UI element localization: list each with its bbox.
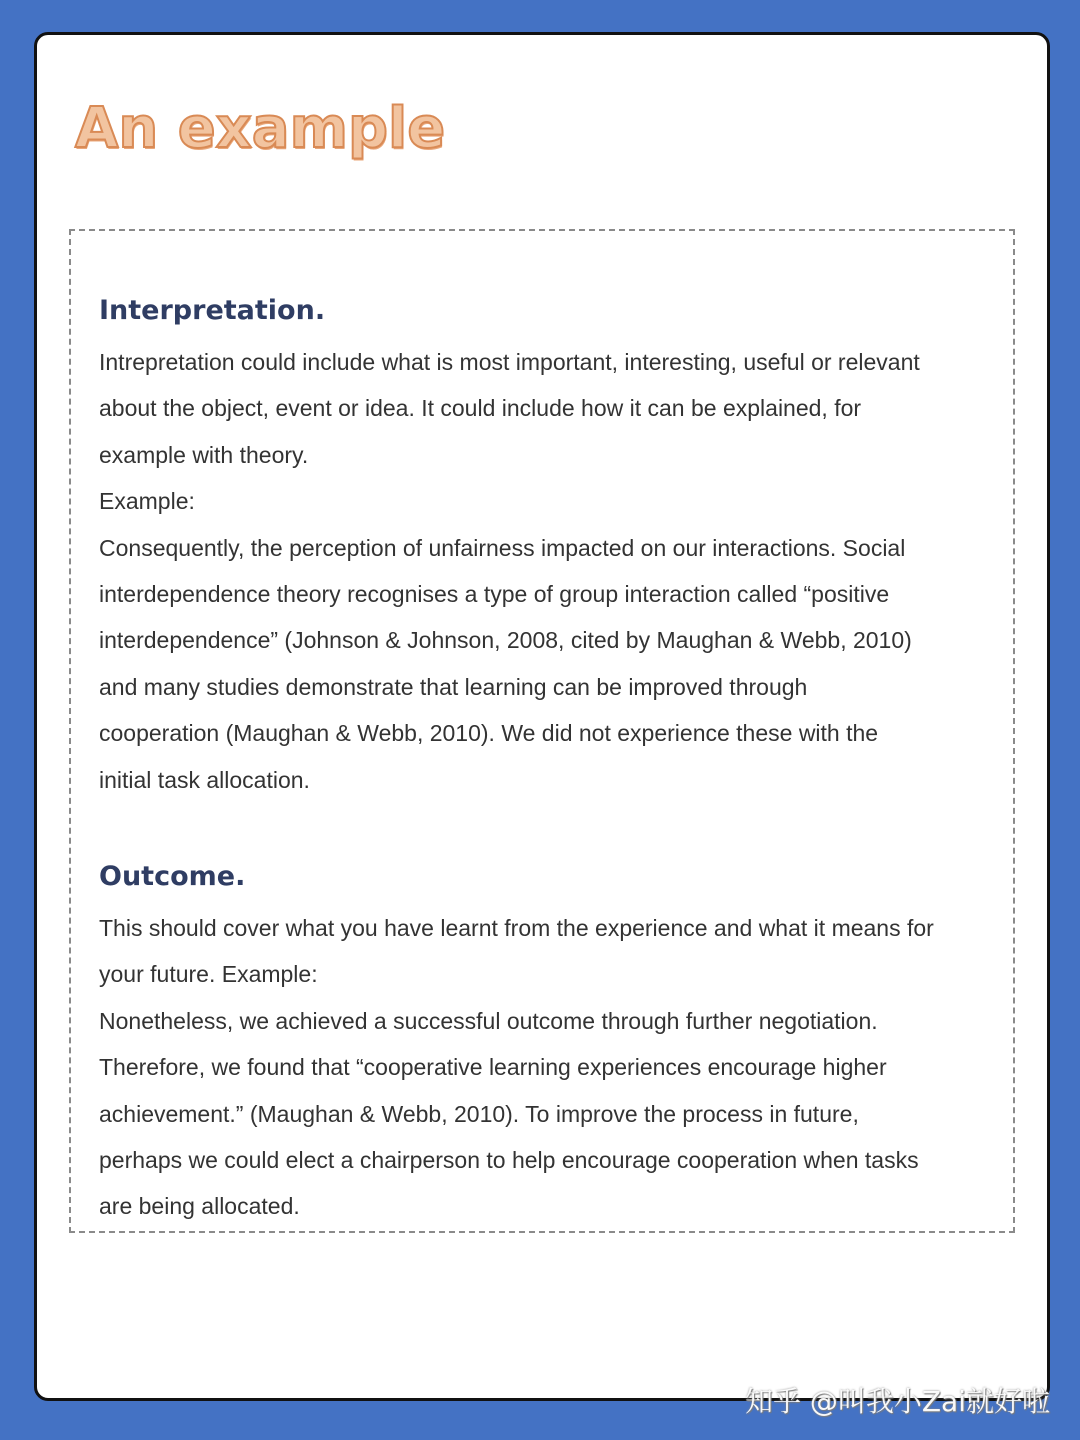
document-card [34,32,1050,1401]
interpretation-heading: Interpretation. [99,295,326,326]
text-line: interdependence theory recognises a type of group interaction called “positive [99,581,890,608]
text-line: cooperation (Maughan & Webb, 2010). We did not experience these with the [99,720,879,747]
text-line: Example: [99,488,195,515]
text-line: initial task allocation. [99,766,310,793]
interpretation-paragraph [99,339,1011,803]
text-line: your future. Example: [99,961,318,988]
text-line: about the object, event or idea. It could include how it can be explained, for [99,395,862,422]
text-line: This should cover what you have learnt from the experience and what it means for [99,915,934,941]
outcome-heading: Outcome. [99,861,246,892]
text-line: Consequently, the perception of unfairness impacted on our interactions. Social [99,534,906,561]
text-line: achievement.” (Maughan & Webb, 2010). To improve the process in future, [99,1100,859,1127]
outcome-paragraph [99,905,1011,1230]
watermark: 知乎 @叫我小Zai就好啦 [744,1385,1050,1418]
text-line: interdependence” (Johnson & Johnson, 2008, cited by Maughan & Webb, 2010) [99,627,912,654]
text-line: Therefore, we found that “cooperative learning experiences encourage higher [99,1054,887,1081]
page-title: An example [75,96,446,161]
text-line: example with theory. [99,441,309,468]
example-box [69,229,1015,1233]
text-line: are being allocated. [99,1193,300,1220]
text-line: Intrepretation could include what is most important, interesting, useful or relevant [99,349,920,375]
text-line: and many studies demonstrate that learning can be improved through [99,673,808,700]
text-line: perhaps we could elect a chairperson to help encourage cooperation when tasks [99,1147,919,1174]
text-line: Nonetheless, we achieved a successful outcome through further negotiation. [99,1007,878,1034]
